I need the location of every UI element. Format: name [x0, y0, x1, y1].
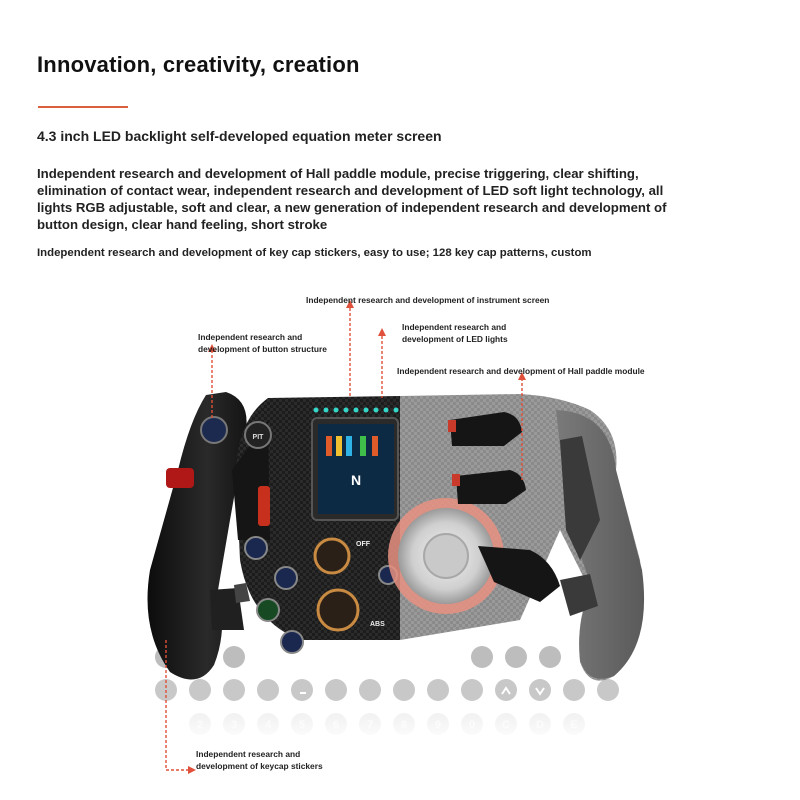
callout-hall-paddle: Independent research and development of Hall paddle module: [397, 366, 645, 376]
callout-button-structure: Independent research and development of button structure: [198, 332, 327, 354]
keycap-number-label: C: [502, 719, 510, 731]
keycap-number-label: 6: [332, 719, 340, 731]
pit-button-label: PIT: [252, 434, 264, 441]
keycap-icon-row-2: [155, 679, 619, 701]
wheel-right-half: [388, 394, 644, 681]
keycap-number-label: E: [570, 719, 578, 731]
keycap-number-label: 7: [366, 719, 374, 731]
led-row: [314, 408, 399, 413]
keycap-paragraph: Independent research and development of key cap stickers, easy to use; 128 key cap patterns, custom: [37, 247, 592, 259]
off-label: OFF: [356, 541, 370, 548]
keycap-number-label: 2: [196, 719, 204, 731]
callout-led-lights: Independent research and development of LED lights: [402, 322, 508, 344]
keycap-number-label: 0: [468, 719, 476, 731]
keycap-number-label: D: [536, 719, 544, 731]
page-title: Innovation, creativity, creation: [37, 52, 360, 77]
keycap-number-label: 5: [298, 719, 306, 731]
gear-indicator: N: [350, 472, 362, 488]
callout-keycap-stickers: Independent research and development of keycap stickers: [196, 749, 323, 771]
subtitle: 4.3 inch LED backlight self-developed equation meter screen: [37, 128, 442, 144]
keycap-number-label: 3: [230, 719, 238, 731]
instrument-screen: [312, 418, 398, 520]
callout-instrument-screen: Independent research and development of instrument screen: [306, 295, 550, 305]
keycap-number-label: 9: [434, 719, 442, 731]
abs-label: ABS: [370, 621, 385, 628]
keycap-number-label: 8: [400, 719, 408, 731]
description-paragraph: Independent research and development of Hall paddle module, precise triggering, clear shifting, elimination of contact wear, independent research and development of LED soft light technology, all lights RGB adjustable, soft and clear, a new generation of independent research and development of button design, clear hand feeling, short stroke: [37, 166, 667, 232]
keycap-number-label: 4: [264, 719, 272, 731]
